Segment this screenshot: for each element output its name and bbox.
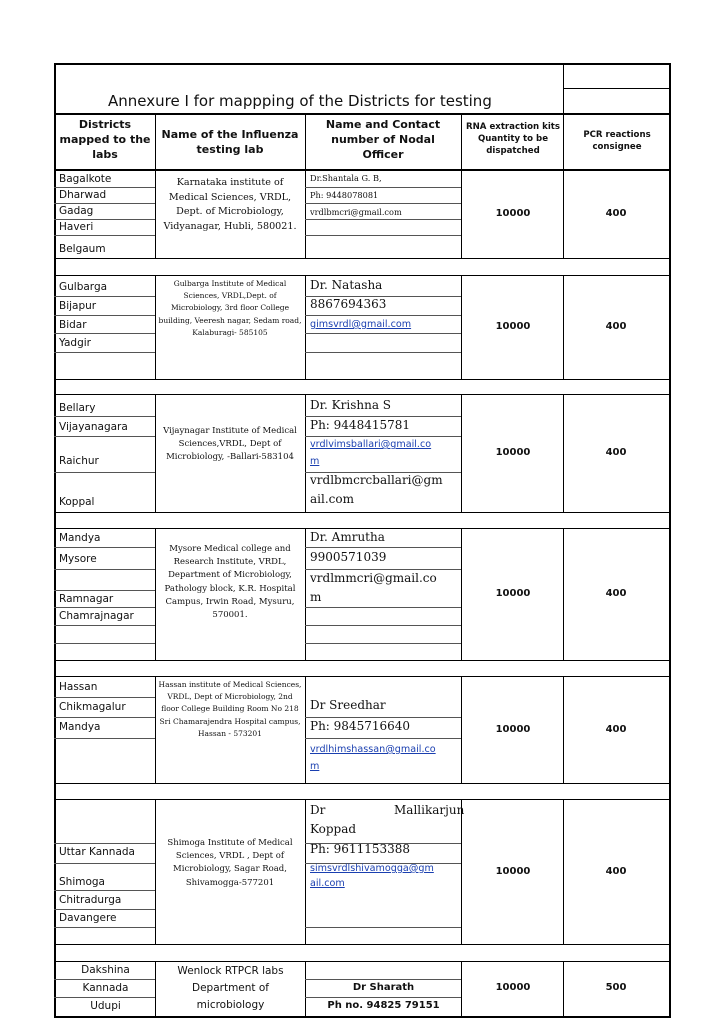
officer-name: Dr. Krishna S — [310, 398, 392, 412]
lab-cell: Department of — [192, 982, 269, 994]
rna-quantity: 10000 — [495, 447, 531, 458]
district-cell: Chitradurga — [59, 894, 122, 906]
lab-cell: Gulbarga Institute of Medical Sciences, VRDL,Dept. of Microbiology, 3rd floor College building, Veeresh nagar, Sedam road, Kalaburagi- 585105 — [158, 279, 302, 337]
district-cell: Bagalkote — [59, 173, 112, 185]
officer-name: Dr Sharath — [352, 982, 415, 993]
pcr-quantity: 500 — [605, 982, 627, 993]
district-cell: Uttar Kannada — [59, 846, 135, 858]
rna-quantity: 10000 — [495, 588, 531, 599]
district-cell: Belgaum — [59, 243, 106, 255]
district-cell: Udupi — [90, 1000, 121, 1012]
district-cell: Dharwad — [59, 189, 107, 201]
district-cell: Bijapur — [59, 300, 97, 312]
rna-quantity: 10000 — [495, 208, 531, 219]
officer-phone: Ph no. 94825 79151 — [327, 1000, 440, 1011]
pcr-quantity: 400 — [605, 866, 627, 877]
officer-email-link[interactable]: gimsvrdl@gmail.com — [310, 319, 412, 330]
page-title: Annexure I for mappping of the Districts for testing — [108, 92, 492, 110]
rna-quantity: 10000 — [495, 982, 531, 993]
officer-phone: 8867694363 — [310, 297, 387, 311]
district-cell: Yadgir — [59, 337, 91, 349]
lab-cell: Vijaynagar Institute of Medical Sciences,VRDL, Dept of Microbiology, -Ballari-583104 — [163, 426, 297, 463]
lab-cell: Shimoga Institute of Medical Sciences, VRDL , Dept of Microbiology, Sagar Road, Shivamogga-577201 — [167, 838, 293, 888]
officer-phone: Ph: 9611153388 — [310, 842, 411, 856]
table-border-top — [54, 63, 671, 65]
officer-phone: Ph: 9845716640 — [310, 719, 411, 733]
district-cell: Kannada — [82, 982, 129, 994]
officer-name: Dr Sreedhar — [310, 698, 386, 712]
district-cell: Gulbarga — [59, 281, 108, 293]
header-officer: Name and Contact number of Nodal Officer — [325, 118, 441, 161]
officer-email-link[interactable]: m — [310, 761, 320, 772]
district-cell: Bellary — [59, 402, 96, 414]
rna-quantity: 10000 — [495, 866, 531, 877]
officer-name: Mallikarjun — [394, 803, 465, 817]
pcr-quantity: 400 — [605, 447, 627, 458]
officer-name: Koppad — [310, 822, 357, 836]
officer-email-link[interactable]: m — [310, 456, 320, 467]
rna-quantity: 10000 — [495, 724, 531, 735]
district-cell: Chamrajnagar — [59, 610, 134, 622]
pcr-quantity: 400 — [605, 208, 627, 219]
officer-email-alt: ail.com — [310, 492, 354, 506]
officer-email-alt: vrdlbmcrcballari@gm — [310, 473, 443, 487]
district-cell: Davangere — [59, 912, 117, 924]
header-districts: Districts mapped to the labs — [59, 118, 151, 161]
district-cell: Gadag — [59, 205, 94, 217]
officer-phone: 9900571039 — [310, 550, 387, 564]
district-cell: Koppal — [59, 496, 95, 508]
header-rna: RNA extraction kits Quantity to be dispatched — [466, 122, 561, 156]
district-cell: Chikmagalur — [59, 701, 126, 713]
officer-email-link[interactable]: ail.com — [310, 878, 345, 889]
pcr-quantity: 400 — [605, 588, 627, 599]
officer-email: vrdlmmcri@gmail.co — [310, 571, 437, 585]
lab-cell: Wenlock RTPCR labs — [177, 965, 284, 977]
officer-name: Dr. Amrutha — [310, 530, 385, 544]
district-cell: Haveri — [59, 221, 94, 233]
district-cell: Mandya — [59, 721, 101, 733]
header-pcr: PCR reactions consignee — [583, 130, 651, 152]
lab-cell: Karnataka institute of Medical Sciences, VRDL, Dept. of Microbiology, Vidyanagar, Hubli, 580021. — [163, 177, 297, 232]
officer-phone: Ph: 9448078081 — [310, 190, 379, 200]
rna-quantity: 10000 — [495, 321, 531, 332]
district-cell: Dakshina — [81, 964, 130, 976]
district-cell: Hassan — [59, 681, 98, 693]
lab-cell: Mysore Medical college and Research Institute, VRDL, Department of Microbiology, Pathology block, K.R. Hospital Campus, Irwin Road, Mysuru, 570001. — [164, 544, 296, 621]
officer-name: Dr. Natasha — [310, 278, 383, 292]
officer-email-link[interactable]: vrdlhimshassan@gmail.co — [310, 744, 436, 755]
district-cell: Bidar — [59, 319, 87, 331]
annexure-document — [54, 63, 671, 1018]
district-cell: Shimoga — [59, 876, 105, 888]
officer-name: Dr.Shantala G. B, — [310, 173, 382, 183]
district-cell: Mysore — [59, 553, 97, 565]
officer-email-link[interactable]: vrdlvimsballari@gmail.co — [310, 439, 432, 450]
pcr-quantity: 400 — [605, 724, 627, 735]
officer-name: Dr — [310, 803, 326, 817]
officer-email: vrdlbmcri@gmail.com — [310, 207, 402, 217]
district-cell: Vijayanagara — [59, 421, 128, 433]
officer-email-link[interactable]: simsvrdlshivamogga@gm — [310, 863, 434, 874]
district-cell: Raichur — [59, 455, 99, 467]
table-border-right — [669, 63, 671, 1018]
header-lab: Name of the Influenza testing lab — [161, 128, 299, 156]
lab-cell: microbiology — [196, 999, 265, 1011]
officer-email: m — [310, 590, 322, 604]
table-border-left — [54, 63, 56, 1018]
lab-cell: Hassan institute of Medical Sciences, VRDL, Dept of Microbiology, 2nd floor College Building Room No 218 Sri Chamarajendra Hospital campus, Hassan - 573201 — [158, 680, 302, 738]
district-cell: Mandya — [59, 532, 101, 544]
district-cell: Ramnagar — [59, 593, 114, 605]
pcr-quantity: 400 — [605, 321, 627, 332]
officer-phone: Ph: 9448415781 — [310, 418, 411, 432]
table-border-bottom — [54, 1016, 671, 1018]
